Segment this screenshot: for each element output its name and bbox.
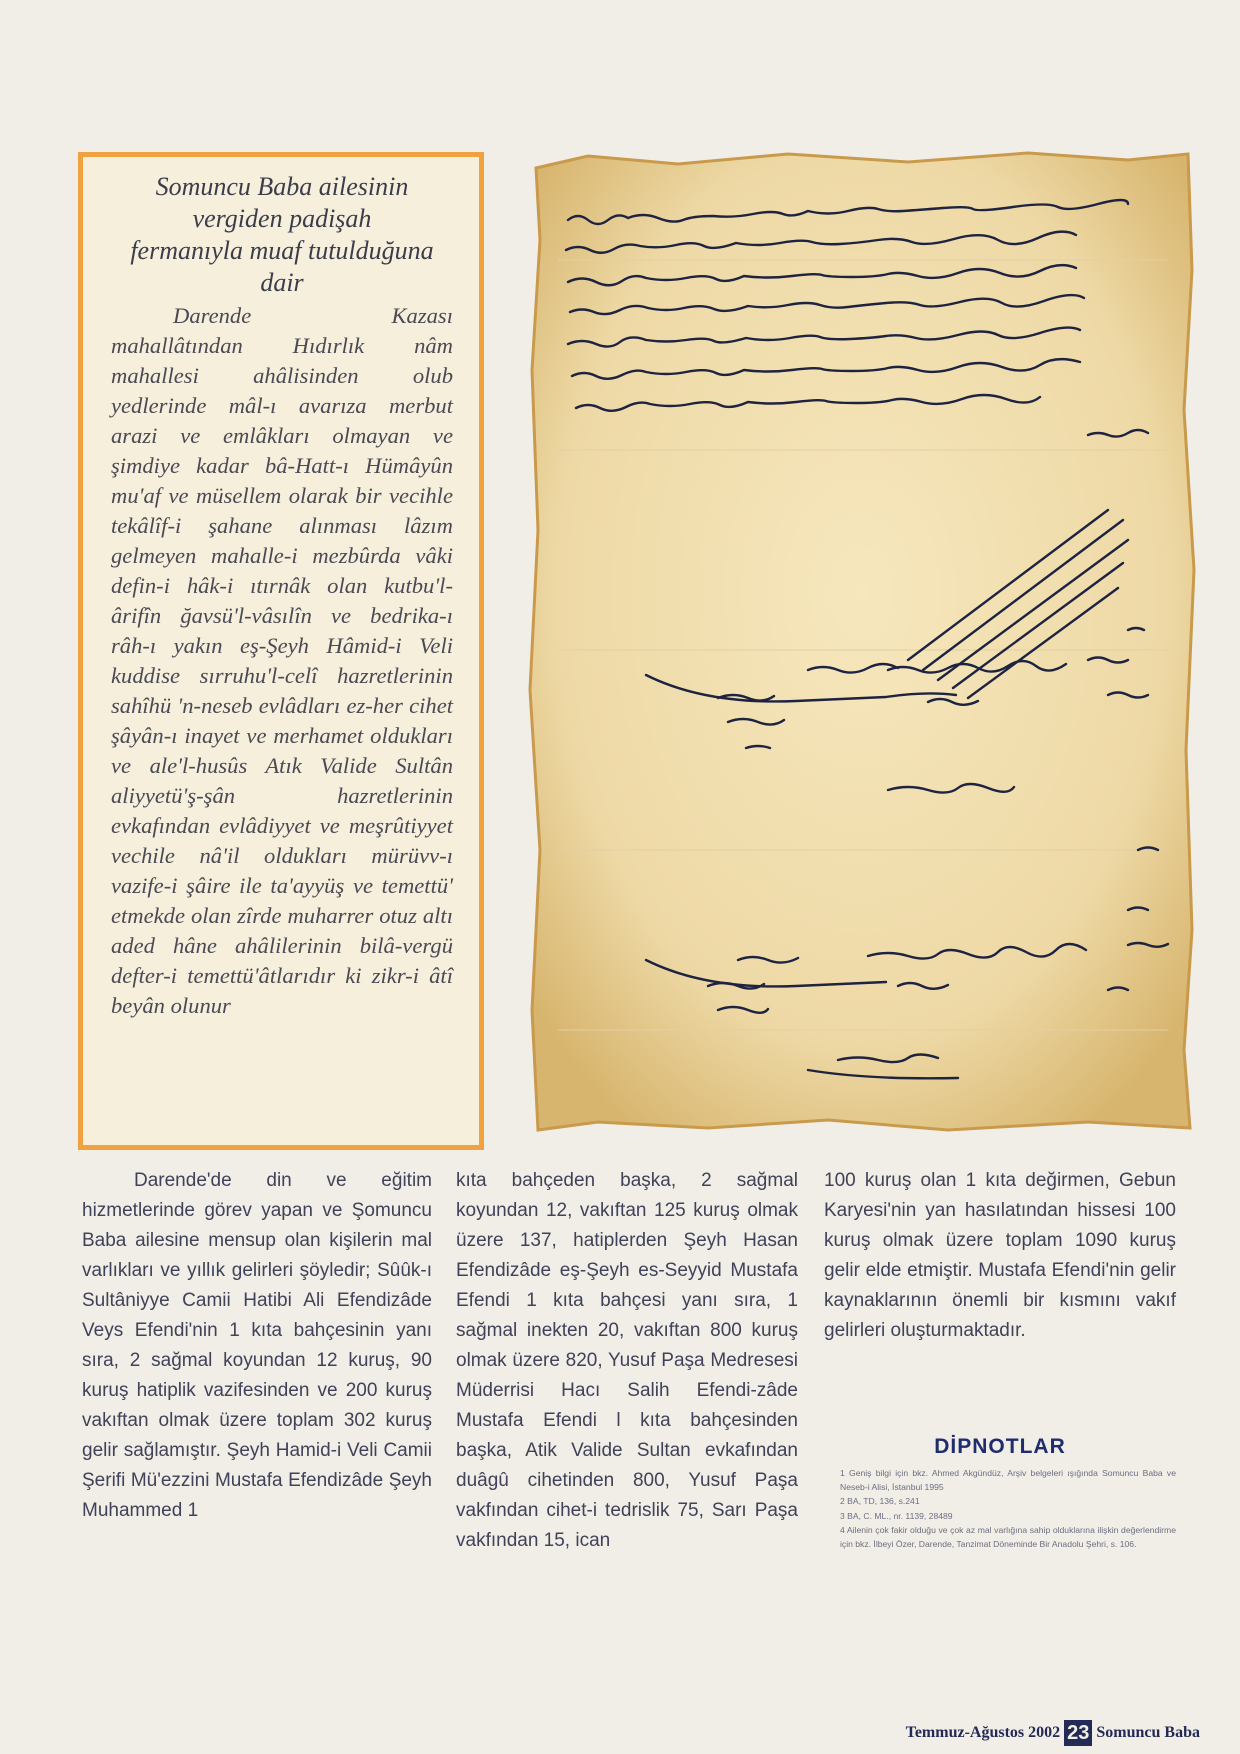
footer-magazine: Somuncu Baba — [1096, 1724, 1200, 1741]
faded-header-bleed — [100, 88, 960, 158]
article-column-2: kıta bahçeden başka, 2 sağmal koyundan 12, vakıftan 125 kuruş olmak üzere 137, hatiplerden Şeyh Hasan Efendizâde eş-Şeyh es-Seyyid Mustafa Efendi 1 kıta bahçesi yanı sıra, 1 sağmal inekten 20, vakıftan 800 kuruş olmak üzere 820, Yusuf Paşa Medresesi Müderrisi Hacı Salih Efendi-zâde Mustafa Efendi l kıta bahçesinden başka, Atik Valide Sultan evkafından duâgû cihetinden 800, Yusuf Paşa vakfından cihet-i tedrislik 75, Sarı Paşa vakfından 15, ican — [456, 1170, 798, 1551]
sidebar-title-line: fermanıyla muaf tutulduğuna — [130, 236, 434, 265]
footnotes-heading: DİPNOTLAR — [934, 1435, 1066, 1458]
ottoman-document-image — [528, 150, 1196, 1135]
footnote-item: 4 Ailenin çok fakir olduğu ve çok az mal varlığına sahip olduklarına ilişkin değerlendirme için bkz. İlbeyi Özer, Darende, Tanzimat Döneminde Bir Anadolu Şehri, s. 106. — [840, 1525, 1176, 1549]
footnote-item: 2 BA, TD, 136, s.241 — [840, 1496, 920, 1507]
article-column-3: 100 kuruş olan 1 kıta değirmen, Gebun Karyesi'nin yan hasılatından hissesi 100 kuruş olmak üzere toplam 1090 kuruş gelir elde etmiştir. Mustafa Efendi'nin gelir kaynaklarının önemli bir kısmını vakıf gelirleri oluşturmaktadır. — [824, 1170, 1176, 1341]
article-column-1: Darende'de din ve eğitim hizmetlerinde görev yapan ve Şomuncu Baba ailesine mensup olan kişilerin mal varlıkları ve yıllık gelirleri şöyledir; Sûûk-ı Sultâniyye Camii Hatibi Ali Efendizâde Veys Efendi'nin 1 kıta bahçesinin yanı sıra, 2 sağmal koyundan 12 kuruş, 90 kuruş hatiplik vazifesinden ve 200 kuruş vakıftan olmak üzere toplam 302 kuruş gelir sağlamıştır. Şeyh Hamid-i Veli Camii Şerifi Mü'ezzini Mustafa Efendizâde Şeyh Muhammed 1 — [82, 1170, 432, 1521]
parchment-scan — [528, 150, 1196, 1135]
footnotes-list — [840, 1467, 1176, 1553]
sidebar-title-line: dair — [260, 268, 304, 297]
footer-issue: Temmuz-Ağustos 2002 — [905, 1724, 1061, 1741]
footnote-item: 1 Geniş bilgi için bkz. Ahmed Akgündüz, Arşiv belgeleri ışığında Somuncu Baba ve Neseb-i Alisi, İstanbul 1995 — [840, 1468, 1176, 1492]
footnote-item: 3 BA, C. ML., nr. 1139, 28489 — [840, 1510, 953, 1521]
sidebar-box — [78, 152, 484, 1150]
sidebar-title-line: Somuncu Baba ailesinin — [155, 172, 409, 201]
sidebar-title — [111, 171, 453, 299]
page-number: 23 — [1064, 1720, 1092, 1746]
sidebar-title-line: vergiden padişah — [192, 204, 372, 233]
page-footer — [820, 1718, 1200, 1748]
sidebar-transcription: Darende Kazası mahallâtından Hıdırlık nâm mahallesi ahâlisinden olub yedlerinde mâl-ı avarıza merbut arazi ve emlâkları olmayan ve şimdiye kadar bâ-Hatt-ı Hümâyûn mu'af ve müsellem olarak bir vecihle tekâlîf-i şahane alınması lâzım gelmeyen mahalle-i mezbûrda vâki defin-i hâk-i ıtırnâk olan kutbu'l-ârifîn ğavsü'l-vâsılîn ve bedrika-ı râh-ı yakın eş-Şeyh Hâmid-i Veli kuddise sırruhu'l-celî hazretlerinin sahîhü 'n-neseb evlâdları ez-her cihet şâyân-ı inayet ve merhamet oldukları ve ale'l-husûs Atık Valide Sultân aliyyetü'ş-şân hazretlerinin evkafından evlâdiyyet ve meşrûtiyyet vechile nâ'il oldukları mürüvv-ı vazife-i şâire ile ta'ayyüş ve temettü' etmekde olan zîrde muharrer otuz altı aded hâne ahâlilerinin bilâ-vergü defter-i temettü'âtlarıdır ki zikr-i âtî beyân olunur — [111, 303, 453, 1018]
